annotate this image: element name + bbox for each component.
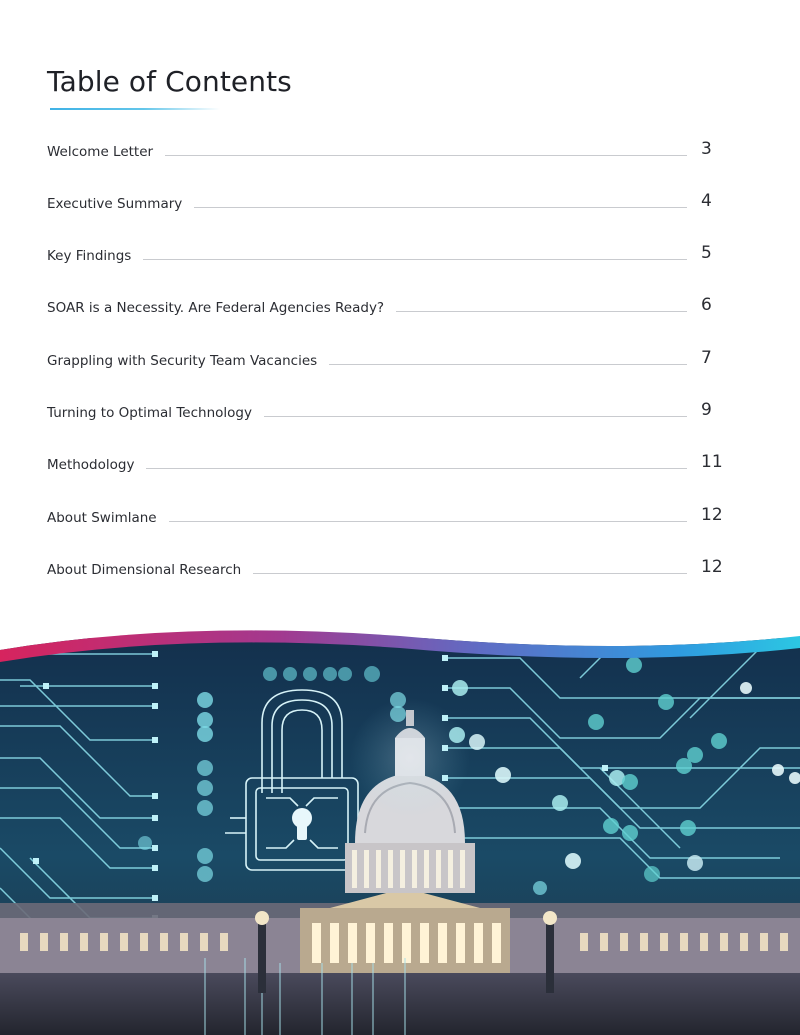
toc-page-number: 5 xyxy=(701,243,712,263)
toc-label: Key Findings xyxy=(47,248,132,264)
toc-label: About Swimlane xyxy=(47,510,157,526)
toc-entry-security-team-vacancies[interactable] xyxy=(47,349,727,373)
toc-label: Executive Summary xyxy=(47,196,183,212)
toc-entry-soar-necessity[interactable] xyxy=(47,296,727,320)
toc-leader-line xyxy=(143,259,687,260)
toc-entry-about-swimlane[interactable] xyxy=(47,506,727,530)
toc-leader-line xyxy=(194,207,687,208)
toc-entry-about-dimensional-research[interactable] xyxy=(47,558,727,582)
toc-entry-methodology[interactable] xyxy=(47,453,727,477)
toc-label: Turning to Optimal Technology xyxy=(47,405,252,421)
plaza-ground xyxy=(0,973,800,1035)
toc-page-number: 6 xyxy=(701,295,712,315)
toc-leader-line xyxy=(329,364,687,365)
toc-label: Welcome Letter xyxy=(47,144,154,160)
toc-label: SOAR is a Necessity. Are Federal Agencies Ready? xyxy=(47,300,385,316)
toc-page-number: 4 xyxy=(701,191,712,211)
page-title: Table of Contents xyxy=(47,64,292,98)
toc-leader-line xyxy=(396,311,687,312)
toc-leader-line xyxy=(165,155,687,156)
hero-image-capitol-circuit xyxy=(0,618,800,1035)
toc-entry-optimal-technology[interactable] xyxy=(47,401,727,425)
toc-leader-line xyxy=(264,416,687,417)
toc-leader-line xyxy=(146,468,687,469)
toc-leader-line xyxy=(169,521,687,522)
toc-label: Methodology xyxy=(47,457,135,473)
toc-leader-line xyxy=(253,573,687,574)
toc-entry-executive-summary[interactable] xyxy=(47,192,727,216)
hero-illustration xyxy=(0,618,800,1035)
toc-page-number: 12 xyxy=(701,557,723,577)
toc-page-number: 12 xyxy=(701,505,723,525)
toc-page-number: 7 xyxy=(701,348,712,368)
toc-label: Grappling with Security Team Vacancies xyxy=(47,353,318,369)
toc-page-number: 11 xyxy=(701,452,723,472)
toc-entry-welcome-letter[interactable] xyxy=(47,140,727,164)
toc-label: About Dimensional Research xyxy=(47,562,242,578)
toc-page-number: 3 xyxy=(701,139,712,159)
toc-entry-key-findings[interactable] xyxy=(47,244,727,268)
toc-page-number: 9 xyxy=(701,400,712,420)
title-underline xyxy=(50,108,220,110)
